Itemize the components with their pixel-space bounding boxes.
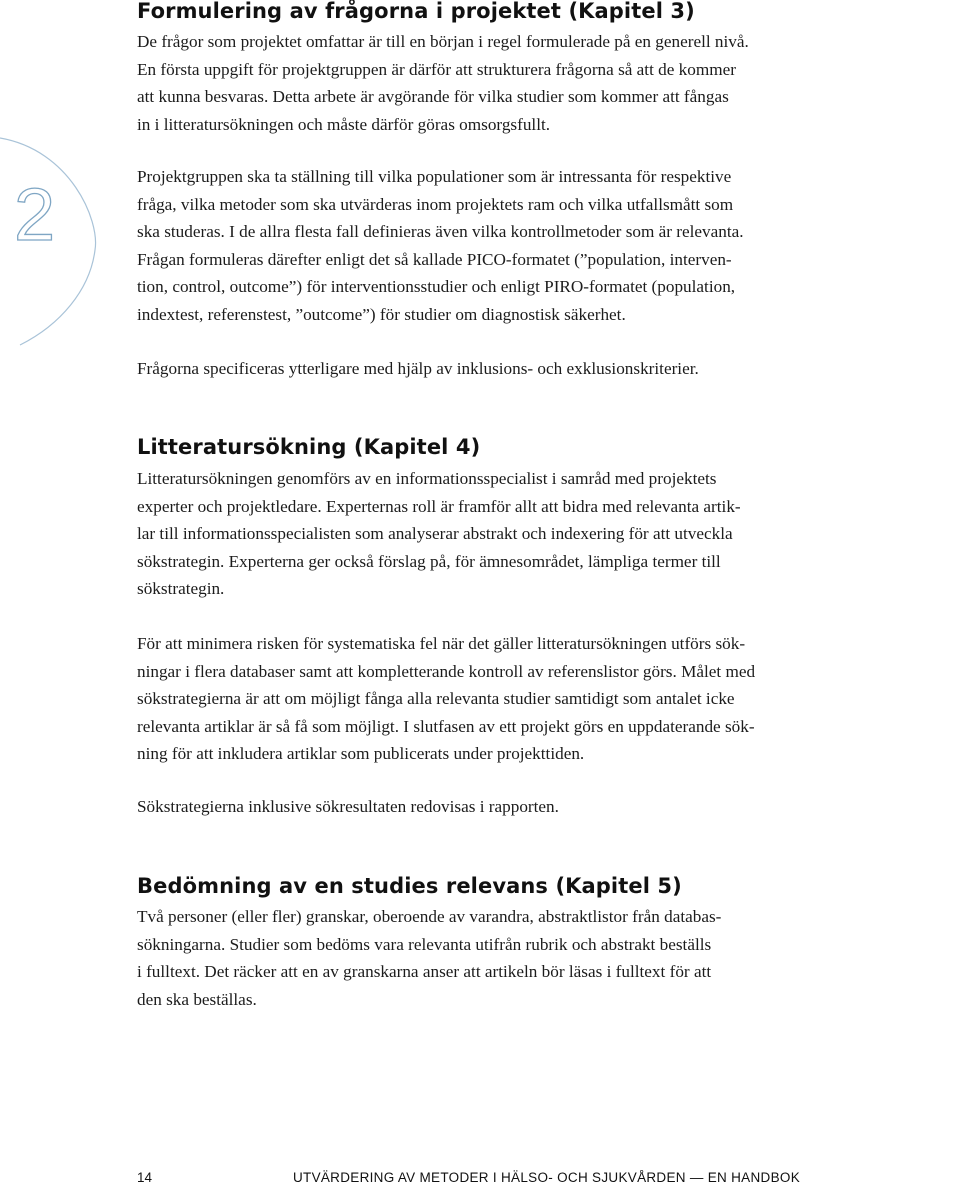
text-line: Sökstrategierna inklusive sökresultaten redovisas i rapporten.	[137, 797, 559, 816]
text-line: De frågor som projektet omfattar är till en början i regel formulerade på en generell nivå.	[137, 32, 749, 51]
section-heading-litteratursokning: Litteratursökning (Kapitel 4)	[137, 435, 481, 459]
footer-title: UTVÄRDERING AV METODER I HÄLSO- OCH SJUKVÅRDEN — EN HANDBOK	[292, 1170, 800, 1185]
paragraph	[137, 163, 797, 328]
text-line: fråga, vilka metoder som ska utvärderas inom projektets ram och vilka utfallsmått som	[137, 194, 734, 214]
text-line: Frågorna specificeras ytterligare med hjälp av inklusions- och exklusionskriterier.	[137, 359, 699, 378]
text-line: En första uppgift för projektgruppen är därför att strukturera frågorna så att de kommer	[137, 59, 736, 79]
text-line: experter och projektledare. Experternas roll är framför allt att bidra med relevanta artik-	[137, 496, 741, 516]
text-line: sökstrategierna är att om möjligt fånga alla relevanta studier samtidigt som antalet icke	[137, 689, 735, 708]
paragraph	[137, 28, 797, 138]
paragraph	[137, 903, 797, 1013]
text-line: lar till informationsspecialisten som analyserar abstrakt och indexering för att utveckla	[137, 524, 733, 543]
text-line: För att minimera risken för systematiska fel när det gäller litteratursökningen utförs sök-	[137, 634, 746, 653]
text-line: indextest, referenstest, ”outcome”) för studier om diagnostisk säkerhet.	[137, 304, 626, 324]
text-line: sökstrategin.	[137, 579, 225, 598]
page-footer	[0, 1170, 960, 1190]
text-line: in i litteratursökningen och måste därför göras omsorgsfullt.	[137, 114, 551, 134]
paragraph	[137, 355, 797, 383]
text-line: den ska beställas.	[137, 989, 257, 1009]
text-line: i fulltext. Det räcker att en av granskarna anser att artikeln bör läsas i fulltext för att	[137, 962, 712, 981]
text-line: ska studeras. I de allra flesta fall definieras även vilka kontrollmetoder som är relevanta.	[137, 222, 744, 241]
text-line: Litteratursökningen genomförs av en informationsspecialist i samråd med projektets	[137, 469, 717, 488]
text-line: Projektgruppen ska ta ställning till vilka populationer som är intressanta för respektive	[137, 167, 732, 186]
paragraph	[137, 630, 797, 768]
chapter-number-marker: 2	[14, 173, 56, 256]
section-heading-bedomning: Bedömning av en studies relevans (Kapitel 5)	[137, 874, 682, 898]
text-line: att kunna besvaras. Detta arbete är avgörande för vilka studier som kommer att fångas	[137, 87, 729, 106]
paragraph	[137, 793, 797, 821]
page-number: 14	[137, 1170, 153, 1185]
paragraph	[137, 465, 797, 603]
text-line: Frågan formuleras därefter enligt det så kallade PICO-formatet (”population, interven-	[137, 249, 732, 269]
section-heading-formulering: Formulering av frågorna i projektet (Kapitel 3)	[137, 0, 695, 23]
text-line: Två personer (eller fler) granskar, oberoende av varandra, abstraktlistor från databas-	[137, 907, 722, 926]
text-line: sökstrategin. Experterna ger också förslag på, för ämnesområdet, lämpliga termer till	[137, 551, 721, 571]
text-line: ningar i flera databaser samt att kompletterande kontroll av referenslistor görs. Målet med	[137, 661, 756, 681]
text-line: ning för att inkludera artiklar som publicerats under projekttiden.	[137, 744, 585, 763]
text-line: tion, control, outcome”) för interventionsstudier och enligt PIRO-formatet (population,	[137, 277, 736, 296]
text-line: relevanta artiklar är så få som möjligt. I slutfasen av ett projekt görs en uppdaterande sök-	[137, 716, 755, 736]
text-line: sökningarna. Studier som bedöms vara relevanta utifrån rubrik och abstrakt beställs	[137, 934, 712, 954]
